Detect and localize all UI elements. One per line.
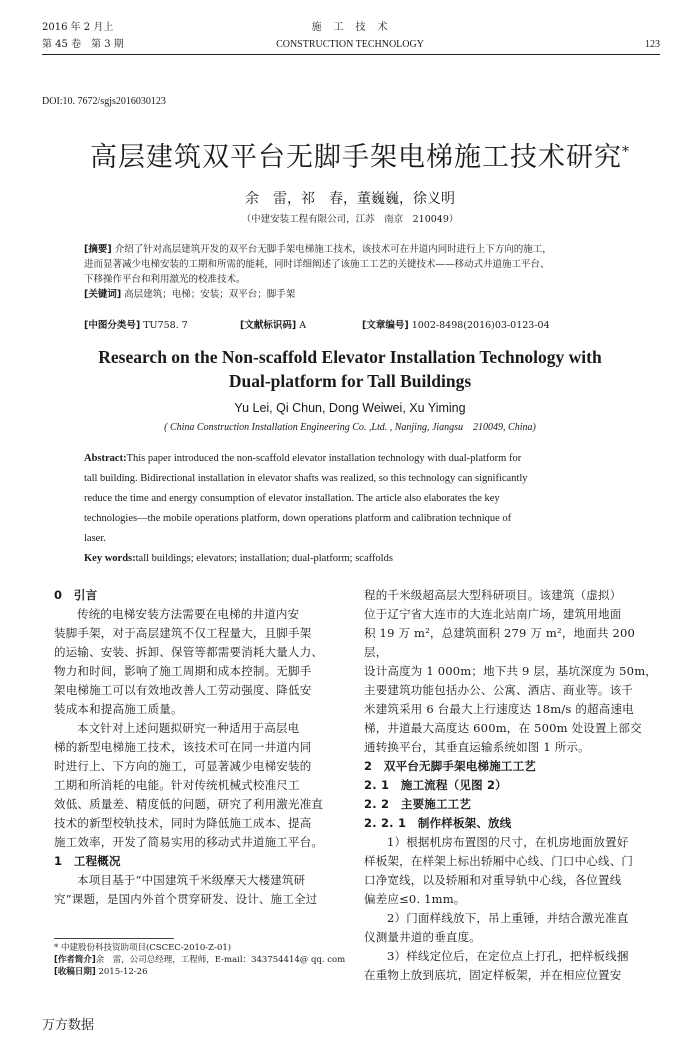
abstract-en-line: technologies—the mobile operations platform, down operations platform and calibration technique of xyxy=(84,513,512,524)
title-footnote-mark: * xyxy=(622,144,630,160)
abstract-en-line: tall building. Bidirectional installation in elevator shafts was realized, so this technology can significantly xyxy=(84,473,528,484)
body-line: 在重物上放到底坑，固定样板架，并在相应位置安 xyxy=(364,968,622,982)
clc-label: [中图分类号] xyxy=(84,320,141,331)
header-journal-cn: 施 工 技 术 xyxy=(311,22,389,33)
abstract-en xyxy=(84,449,624,569)
body-line: 施工效率，开发了简易实用的移动式井道施工平台。 xyxy=(54,835,324,849)
body-line: 装成本和提高施工质量。 xyxy=(54,702,183,716)
body-line: 梯的新型电梯施工技术，该技术可在同一井道内同 xyxy=(54,740,312,754)
section-2-2-1-heading: 2. 2. 1 制作样板架、放线 xyxy=(364,816,512,830)
abstract-cn-label: [摘要] xyxy=(84,244,112,255)
title-en-line2: Dual-platform for Tall Buildings xyxy=(228,371,472,391)
footnote-date: 2015-12-26 xyxy=(98,967,148,977)
abstract-cn xyxy=(84,242,624,302)
body-line: 位于辽宁省大连市的大连北站南广场，建筑用地面 xyxy=(364,607,622,621)
title-cn-text: 高层建筑双平台无脚手架电梯施工技术研究 xyxy=(90,142,622,173)
doc-label: [文献标识码] xyxy=(240,320,297,331)
body-line: 效低、质量差、精度低的问题，研究了利用激光准直 xyxy=(54,797,324,811)
section-2-1-heading: 2. 1 施工流程（见图 2） xyxy=(364,778,507,792)
body-line: 装脚手架，对于高层建筑不仅工程量大，且脚手架 xyxy=(54,626,312,640)
left-column xyxy=(54,586,346,909)
body-line: 仪测量井道的垂直度。 xyxy=(364,930,481,944)
body-line: 本项目基于“中国建筑千米级摩天大楼建筑研 xyxy=(77,873,306,887)
authors-cn: 余 雷，祁 春，董巍巍，徐义明 xyxy=(245,191,455,207)
doc-code xyxy=(240,318,306,333)
body-line: 究”课题，是国内外首个贯穿研发、设计、施工全过 xyxy=(54,892,318,906)
body-line: 主要建筑功能包括办公、公寓、酒店、商业等。该千 xyxy=(364,683,634,697)
header-journal-en: CONSTRUCTION TECHNOLOGY xyxy=(276,39,424,50)
clc-value: TU758. 7 xyxy=(143,320,188,331)
body-line: 架电梯施工可以有效地改善人工劳动强度、降低安 xyxy=(54,683,312,697)
footnote-fund: * 中建股份科技资助项目(CSCEC-2010-Z-01) xyxy=(54,943,232,953)
abstract-en-line: laser. xyxy=(84,533,106,544)
affiliation-cn: （中建安装工程有限公司，江苏 南京 210049） xyxy=(241,214,459,225)
keywords-en: tall buildings; elevators; installation; dual-platform; scaffolds xyxy=(135,553,393,564)
body-line: 传统的电梯安装方法需要在电梯的井道内安 xyxy=(77,607,300,621)
body-line: 梯，井道最大高度达 600m，在 500m 处设置上部交 xyxy=(364,721,642,735)
right-column xyxy=(364,586,660,985)
body-line: 2）门面样线放下，吊上重锤，并结合激光准直 xyxy=(387,911,629,925)
body-line: 米建筑采用 6 台最大上行速度达 18m/s 的超高速电 xyxy=(364,702,634,716)
body-line: 口净宽线，以及轿厢和对重导轨中心线，各位置线 xyxy=(364,873,622,887)
footnote-rule xyxy=(54,938,174,939)
abstract-cn-line: 介绍了针对高层建筑开发的双平台无脚手架电梯施工技术，该技术可在井道内同时进行上下方向的施工， xyxy=(114,244,552,255)
body-line: 工期和所消耗的电能。针对传统机械式校准尺工 xyxy=(54,778,300,792)
abstract-en-line: This paper introduced the non-scaffold elevator installation technology with dual-platform for xyxy=(126,453,522,464)
header-rule xyxy=(42,54,660,55)
watermark: 万方数据 xyxy=(42,1018,95,1033)
title-en-line1: Research on the Non-scaffold Elevator Installation Technology with xyxy=(98,347,602,367)
body-line: 样板架，在样架上标出轿厢中心线、门口中心线、门 xyxy=(364,854,634,868)
body-line: 偏差应≤0. 1mm。 xyxy=(364,892,466,906)
body-line: 物力和时间，影响了施工周期和成本控制。无脚手 xyxy=(54,664,312,678)
abstract-en-line: reduce the time and energy consumption of elevator installation. The article also elaborates the key xyxy=(84,493,500,504)
abstract-cn-line: 下移操作平台和利用激光的校准技术。 xyxy=(84,274,246,285)
section-1-heading: 1 工程概况 xyxy=(54,854,121,868)
doi: DOI:10. 7672/sgjs2016030123 xyxy=(42,96,166,107)
clc-code xyxy=(84,318,188,333)
header-date: 2016 年 2 月上 xyxy=(42,22,114,33)
authors-en: Yu Lei, Qi Chun, Dong Weiwei, Xu Yiming xyxy=(234,401,466,415)
affiliation-en: ( China Construction Installation Engineering Co. ,Ltd. , Nanjing, Jiangsu 210049, China) xyxy=(164,422,536,433)
body-line: 1）根据机房布置图的尺寸，在机房地面放置好 xyxy=(387,835,629,849)
title-cn xyxy=(80,134,640,176)
abstract-en-label: Abstract: xyxy=(84,453,127,464)
body-line: 技术的新型校轨技术，同时为降低施工成本、提高 xyxy=(54,816,312,830)
body-line: 积 19 万 m²，总建筑面积 279 万 m²，地面共 200 层， xyxy=(364,626,636,659)
footnote-date-label: [收稿日期] xyxy=(54,967,96,977)
body-line: 程的千米级超高层大型科研项目。该建筑（虚拟） xyxy=(364,588,622,602)
article-label: [文章编号] xyxy=(362,320,409,331)
body-line: 本文针对上述问题拟研究一种适用于高层电 xyxy=(77,721,300,735)
footnotes xyxy=(54,942,354,978)
body-line: 的运输、安装、拆卸、保管等都需要消耗大量人力、 xyxy=(54,645,324,659)
body-line: 通转换平台，其垂直运输系统如图 1 所示。 xyxy=(364,740,590,754)
keywords-cn-label: [关键词] xyxy=(84,289,122,300)
body-line: 设计高度为 1 000m；地下共 9 层，基坑深度为 50m， xyxy=(364,664,658,678)
header-volume: 第 45 卷 第 3 期 xyxy=(42,39,124,50)
body-line: 3）样线定位后，在定位点上打孔，把样板线捆 xyxy=(387,949,629,963)
article-number xyxy=(362,318,550,333)
title-en xyxy=(60,345,640,393)
body-line: 时进行上、下方向的施工，可显著减少电梯安装的 xyxy=(54,759,312,773)
doc-value: A xyxy=(299,320,307,331)
article-value: 1002-8498(2016)03-0123-04 xyxy=(411,320,550,331)
section-0-heading: 0 引言 xyxy=(54,588,98,602)
keywords-cn: 高层建筑；电梯；安装；双平台；脚手架 xyxy=(124,289,296,300)
section-2-2-heading: 2. 2 主要施工工艺 xyxy=(364,797,472,811)
footnote-author: 余 雷，公司总经理，工程师，E-mail：343754414@ qq. com xyxy=(95,955,346,965)
section-2-heading: 2 双平台无脚手架电梯施工工艺 xyxy=(364,759,536,773)
abstract-cn-line: 进而显著减少电梯安装的工期和所需的能耗，同时详细阐述了该施工工艺的关键技术——移动式井道施工平台、 xyxy=(84,259,550,270)
keywords-en-label: Key words: xyxy=(84,553,136,564)
footnote-author-label: [作者简介] xyxy=(54,955,96,965)
header-page-number: 123 xyxy=(645,39,660,50)
